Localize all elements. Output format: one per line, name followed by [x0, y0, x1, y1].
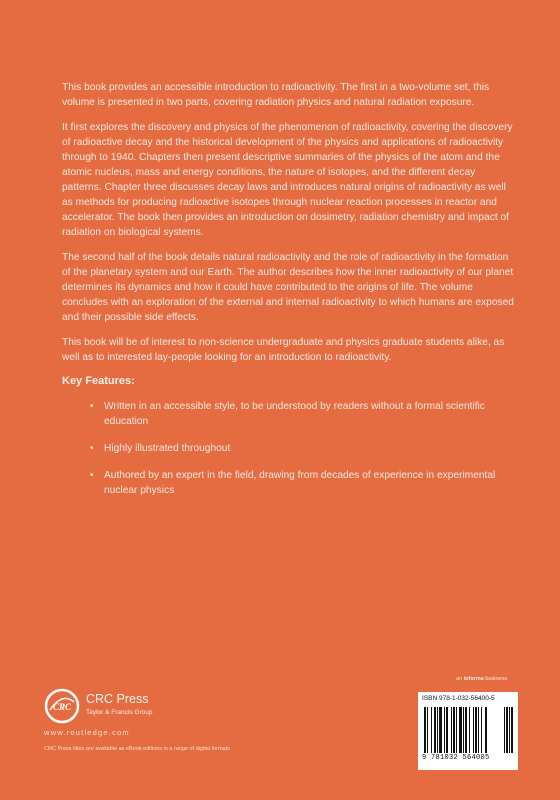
barcode-stripe [485, 707, 487, 753]
barcode-stripe [431, 707, 432, 753]
website-link[interactable]: www.routledge.com [44, 728, 130, 737]
barcode-stripe [459, 707, 462, 753]
barcode-stripe [439, 707, 442, 753]
barcode-stripe [478, 707, 479, 753]
barcode-stripe [469, 707, 470, 753]
informa-prefix: an [456, 676, 464, 682]
bullet-icon: • [90, 401, 94, 412]
barcode-stripe [424, 707, 426, 753]
key-feature-text: Highly illustrated throughout [104, 443, 231, 454]
barcode-stripe [453, 707, 455, 753]
price-barcode-stripe [504, 707, 505, 753]
barcode-stripe [463, 707, 464, 753]
blurb-paragraph: This book will be of interest to non-science undergraduate and physics graduate students alike, as well as to interested lay-people looking for an introduction to radioactivity. [62, 337, 505, 363]
barcode-number: 9 781032 564005 [422, 754, 490, 762]
barcode-stripe [434, 707, 436, 753]
key-feature-item [90, 441, 516, 456]
key-features-heading: Key Features: [62, 375, 135, 387]
key-feature-text: Written in an accessible style, to be understood by readers without a formal scientific education [104, 401, 485, 427]
key-feature-item [90, 399, 516, 429]
blurb-paragraph: The second half of the book details natural radioactivity and the role of radioactivity in the formation of the planetary system and our Earth. The author describes how the inner radioactivity of our planet determines its dynamics and how it could have contributed to the origins of life. The volume concludes with an exploration of the external and internal radioactivity to which humans are exposed and their possible side effects. [62, 252, 514, 323]
barcode-stripe [444, 707, 445, 753]
barcode-icon [424, 707, 502, 753]
price-barcode-stripe [511, 707, 513, 753]
price-barcode-stripe [506, 707, 508, 753]
isbn-label: ISBN 978-1-032-56400-5 [422, 695, 495, 702]
barcode-stripe [446, 707, 448, 753]
crc-badge-text: CRC [52, 702, 72, 712]
ebook-footnote: CRC Press titles are available as eBook editions in a range of digital formats [44, 746, 230, 752]
blurb [62, 80, 516, 510]
bullet-icon: • [90, 470, 94, 481]
barcode-stripe [437, 707, 438, 753]
informa-suffix: business [483, 676, 508, 682]
publisher-logo [44, 688, 204, 728]
barcode-stripe [451, 707, 452, 753]
blurb-paragraph: It first explores the discovery and physics of the phenomenon of radioactivity, covering the discovery of radioactive decay and the historical development of the physics and applications of radioactivity through to 1940. Chapters then present descriptive summaries of the physics of the atom and the atomic nucleus, mass and energy conditions, the nature of isotopes, and the different decay patterns. Chapter three discusses decay laws and introduces natural origins of radioactivity as well as methods for producing radioactive isotopes through nuclear reaction processes in reactor and accelerator. The book then provides an introduction on dosimetry, radiation chemistry and impact of radiation on biological systems. [62, 122, 513, 238]
publisher-name: CRC Press [86, 692, 149, 706]
barcode-stripe [481, 707, 482, 753]
blurb-paragraph: This book provides an accessible introduction to radioactivity. The first in a two-volume set, this volume is presented in two parts, covering radiation physics and natural radiation exposure. [62, 82, 490, 108]
barcode-stripe [465, 707, 467, 753]
crc-logo-icon [44, 688, 80, 724]
barcode-stripe [473, 707, 474, 753]
key-features-list [62, 399, 516, 498]
price-barcode-icon [504, 707, 514, 753]
bullet-icon: • [90, 443, 94, 454]
key-feature-item [90, 468, 516, 498]
barcode-stripe [456, 707, 457, 753]
price-barcode-stripe [509, 707, 510, 753]
publisher-group: Taylor & Francis Group [86, 709, 153, 716]
informa-brand: informa [463, 676, 484, 682]
informa-business-line [456, 676, 507, 682]
barcode-stripe [427, 707, 428, 753]
key-feature-text: Authored by an expert in the field, drawing from decades of experience in experimental nuclear physics [104, 470, 496, 496]
barcode-stripe [475, 707, 477, 753]
isbn-barcode-box [418, 692, 518, 770]
